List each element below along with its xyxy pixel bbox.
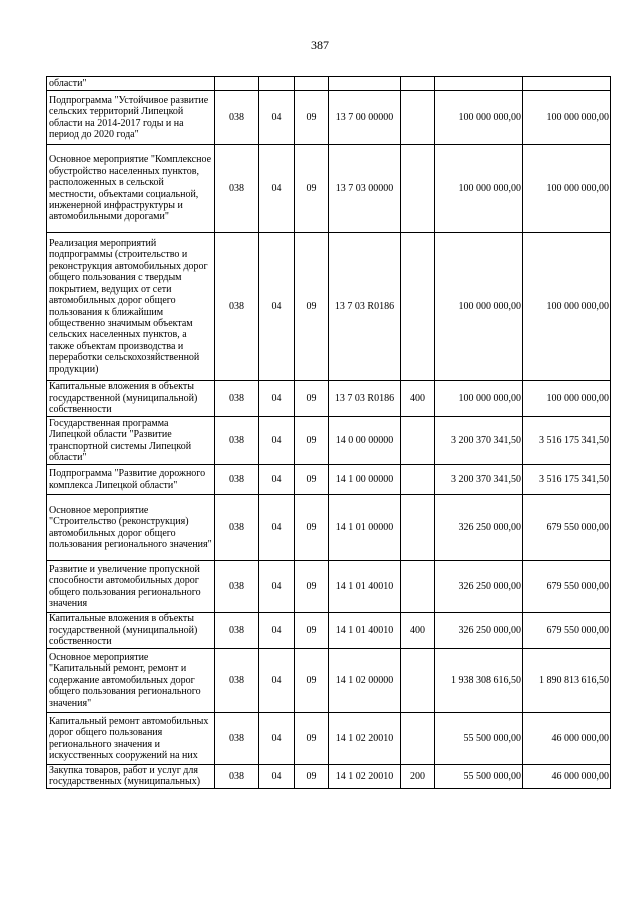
cell-podrazdel: 09 (295, 145, 329, 233)
cell-razdel: 04 (259, 649, 295, 713)
cell-razdel: 04 (259, 381, 295, 417)
table-row (47, 77, 611, 91)
cell-target-article: 13 7 03 R0186 (329, 233, 401, 381)
table-row (47, 765, 611, 789)
cell-name: Капитальный ремонт автомобильных дорог общего пользования регионального значения и искусственных сооружений на них (47, 713, 215, 765)
cell-expense-type (401, 495, 435, 561)
cell-name: Основное мероприятие "Строительство (реконструкция) автомобильных дорог общего пользования регионального значения" (47, 495, 215, 561)
cell-podrazdel: 09 (295, 713, 329, 765)
cell-name: Подпрограмма "Развитие дорожного комплекса Липецкой области" (47, 465, 215, 495)
cell-sum-year-1: 100 000 000,00 (435, 91, 523, 145)
cell-target-article: 14 0 00 00000 (329, 417, 401, 465)
cell-sum-year-2: 3 516 175 341,50 (523, 465, 611, 495)
cell-podrazdel: 09 (295, 233, 329, 381)
cell-name: области" (47, 77, 215, 91)
cell-sum-year-2 (523, 77, 611, 91)
cell-sum-year-1: 55 500 000,00 (435, 765, 523, 789)
cell-sum-year-1: 326 250 000,00 (435, 495, 523, 561)
cell-razdel: 04 (259, 91, 295, 145)
cell-podrazdel: 09 (295, 465, 329, 495)
cell-glava: 038 (215, 417, 259, 465)
page-number: 387 (311, 38, 329, 52)
budget-table (46, 76, 611, 789)
table-body (47, 77, 611, 789)
cell-razdel: 04 (259, 145, 295, 233)
cell-expense-type: 400 (401, 613, 435, 649)
table-row (47, 381, 611, 417)
cell-expense-type (401, 91, 435, 145)
cell-target-article: 14 1 02 20010 (329, 765, 401, 789)
cell-target-article: 14 1 02 00000 (329, 649, 401, 713)
cell-glava: 038 (215, 233, 259, 381)
cell-glava: 038 (215, 465, 259, 495)
cell-name: Капитальные вложения в объекты государственной (муниципальной) собственности (47, 613, 215, 649)
cell-razdel: 04 (259, 417, 295, 465)
cell-name: Подпрограмма "Устойчивое развитие сельских территорий Липецкой области на 2014-2017 годы и на период до 2020 года" (47, 91, 215, 145)
cell-glava: 038 (215, 765, 259, 789)
cell-target-article: 13 7 03 00000 (329, 145, 401, 233)
cell-sum-year-2: 100 000 000,00 (523, 145, 611, 233)
cell-expense-type (401, 77, 435, 91)
cell-glava: 038 (215, 91, 259, 145)
table-row (47, 91, 611, 145)
cell-glava: 038 (215, 145, 259, 233)
cell-podrazdel: 09 (295, 765, 329, 789)
cell-sum-year-1: 100 000 000,00 (435, 233, 523, 381)
cell-name: Закупка товаров, работ и услуг для государственных (муниципальных) (47, 765, 215, 789)
cell-expense-type (401, 233, 435, 381)
cell-target-article: 14 1 00 00000 (329, 465, 401, 495)
cell-target-article: 14 1 01 40010 (329, 613, 401, 649)
cell-podrazdel: 09 (295, 91, 329, 145)
cell-sum-year-1: 326 250 000,00 (435, 561, 523, 613)
cell-expense-type (401, 145, 435, 233)
cell-sum-year-2: 46 000 000,00 (523, 765, 611, 789)
cell-sum-year-2: 1 890 813 616,50 (523, 649, 611, 713)
cell-podrazdel: 09 (295, 561, 329, 613)
cell-glava: 038 (215, 381, 259, 417)
cell-sum-year-1: 3 200 370 341,50 (435, 465, 523, 495)
cell-target-article: 14 1 01 40010 (329, 561, 401, 613)
cell-sum-year-2: 100 000 000,00 (523, 381, 611, 417)
cell-sum-year-2: 679 550 000,00 (523, 561, 611, 613)
cell-razdel (259, 77, 295, 91)
cell-glava: 038 (215, 649, 259, 713)
cell-name: Государственная программа Липецкой области "Развитие транспортной системы Липецкой области" (47, 417, 215, 465)
cell-razdel: 04 (259, 613, 295, 649)
cell-expense-type (401, 417, 435, 465)
table-row (47, 465, 611, 495)
table-row (47, 713, 611, 765)
cell-sum-year-2: 46 000 000,00 (523, 713, 611, 765)
cell-razdel: 04 (259, 765, 295, 789)
table-row (47, 145, 611, 233)
cell-razdel: 04 (259, 561, 295, 613)
cell-razdel: 04 (259, 713, 295, 765)
cell-razdel: 04 (259, 495, 295, 561)
cell-podrazdel: 09 (295, 613, 329, 649)
table-row (47, 561, 611, 613)
cell-sum-year-2: 679 550 000,00 (523, 613, 611, 649)
cell-glava: 038 (215, 713, 259, 765)
table-row (47, 233, 611, 381)
cell-sum-year-1: 100 000 000,00 (435, 145, 523, 233)
cell-target-article: 14 1 01 00000 (329, 495, 401, 561)
cell-expense-type (401, 561, 435, 613)
cell-glava: 038 (215, 613, 259, 649)
cell-target-article: 14 1 02 20010 (329, 713, 401, 765)
cell-name: Основное мероприятие "Капитальный ремонт, ремонт и содержание автомобильных дорог общего пользования регионального значения" (47, 649, 215, 713)
cell-podrazdel: 09 (295, 381, 329, 417)
cell-sum-year-1: 1 938 308 616,50 (435, 649, 523, 713)
cell-sum-year-2: 100 000 000,00 (523, 233, 611, 381)
cell-sum-year-2: 3 516 175 341,50 (523, 417, 611, 465)
cell-sum-year-1: 326 250 000,00 (435, 613, 523, 649)
cell-name: Основное мероприятие "Комплексное обустройство населенных пунктов, расположенных в сельской местности, объектами социальной, инженерной инфраструктуры и автомобильными дорогами" (47, 145, 215, 233)
cell-glava (215, 77, 259, 91)
cell-razdel: 04 (259, 465, 295, 495)
cell-podrazdel (295, 77, 329, 91)
cell-expense-type (401, 713, 435, 765)
cell-razdel: 04 (259, 233, 295, 381)
cell-glava: 038 (215, 561, 259, 613)
cell-podrazdel: 09 (295, 495, 329, 561)
cell-sum-year-2: 679 550 000,00 (523, 495, 611, 561)
cell-expense-type (401, 465, 435, 495)
table-row (47, 613, 611, 649)
cell-target-article: 13 7 03 R0186 (329, 381, 401, 417)
cell-sum-year-1 (435, 77, 523, 91)
cell-target-article (329, 77, 401, 91)
cell-podrazdel: 09 (295, 649, 329, 713)
cell-sum-year-1: 100 000 000,00 (435, 381, 523, 417)
cell-expense-type: 400 (401, 381, 435, 417)
cell-sum-year-2: 100 000 000,00 (523, 91, 611, 145)
cell-expense-type (401, 649, 435, 713)
cell-glava: 038 (215, 495, 259, 561)
cell-podrazdel: 09 (295, 417, 329, 465)
cell-name: Реализация мероприятий подпрограммы (строительство и реконструкция автомобильных дорог общего пользования с твердым покрытием, ведущих от сети автомобильных дорог общего пользования к ближайшим общественно значимым объектам сельских населенных пунктов, а также объектам производства и переработки сельскохозяйственной продукции) (47, 233, 215, 381)
table-row (47, 417, 611, 465)
cell-name: Развитие и увеличение пропускной способности автомобильных дорог общего пользования регионального значения (47, 561, 215, 613)
table-row (47, 495, 611, 561)
cell-target-article: 13 7 00 00000 (329, 91, 401, 145)
cell-name: Капитальные вложения в объекты государственной (муниципальной) собственности (47, 381, 215, 417)
cell-sum-year-1: 55 500 000,00 (435, 713, 523, 765)
table-row (47, 649, 611, 713)
cell-sum-year-1: 3 200 370 341,50 (435, 417, 523, 465)
cell-expense-type: 200 (401, 765, 435, 789)
